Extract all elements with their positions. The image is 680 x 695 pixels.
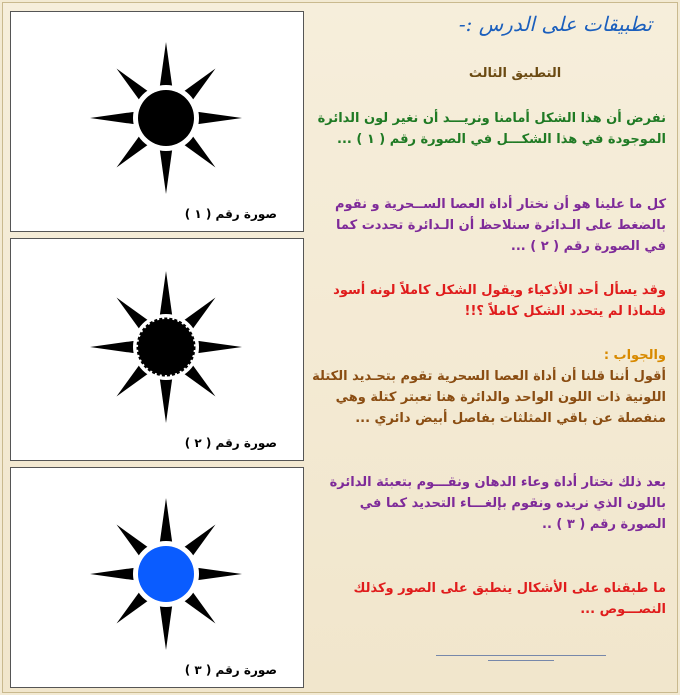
sun-ray bbox=[159, 147, 172, 194]
sun-ray bbox=[90, 567, 137, 580]
sun-shape-1 bbox=[11, 12, 303, 231]
paragraph-4: أقول أننا قلنا أن أداة العصا السحرية تقوم بتحـديد الكتلة اللونية ذات اللون الواحد والدائرة هنا تعبتر كتلة وهي منفصلة عن باقي المثلثات بفاصل أبيض دائري ... bbox=[312, 369, 666, 426]
sun-shape-2 bbox=[11, 239, 303, 460]
sun-ray bbox=[159, 498, 172, 545]
sun-shape-3 bbox=[11, 468, 303, 687]
sun-circle bbox=[138, 90, 194, 146]
sun-ray bbox=[159, 42, 172, 89]
sun-ray bbox=[90, 111, 137, 124]
sun-circle bbox=[138, 319, 194, 375]
sun-ray bbox=[159, 376, 172, 423]
sun-ray bbox=[195, 567, 242, 580]
sun-ray bbox=[159, 271, 172, 318]
figure-caption-1: صورة رقم ( ١ ) bbox=[184, 207, 277, 221]
sun-ray bbox=[159, 603, 172, 650]
application-subtitle: التطبيق الثالث bbox=[468, 66, 562, 81]
sun-circle bbox=[138, 546, 194, 602]
figure-panel-1 bbox=[10, 11, 304, 232]
figure-panel-3 bbox=[10, 467, 304, 688]
paragraph-2: كل ما علينا هو أن نختار أداة العصا الســحرية و نقوم بالضغط على الـدائرة سنلاحظ أن الـدائرة تحددت كما في الصورة رقم ( ٢ ) ... bbox=[335, 197, 666, 254]
sun-ray bbox=[90, 340, 137, 353]
paragraph-6: ما طبقناه على الأشكال ينطبق على الصور وكذلك النصـــوص ... bbox=[353, 581, 666, 617]
sun-ray bbox=[195, 340, 242, 353]
lesson-heading: تطبيقات على الدرس :- bbox=[458, 12, 652, 36]
figure-caption-2: صورة رقم ( ٢ ) bbox=[184, 436, 277, 450]
divider-line-short bbox=[488, 660, 554, 661]
figure-caption-3: صورة رقم ( ٣ ) bbox=[184, 663, 277, 677]
paragraph-3: وقد يسأل أحد الأذكياء ويقول الشكل كاملاً لونه أسود فلماذا لم يتحدد الشكل كاملاً ؟!! bbox=[333, 283, 666, 319]
answer-label: والجواب : bbox=[603, 348, 666, 363]
figure-panel-2 bbox=[10, 238, 304, 461]
paragraph-5: بعد ذلك نختار أداة وعاء الدهان ونقـــوم بتعبئة الدائرة باللون الذي نريده ونقوم بإلغـــاء التحديد كما في الصورة رقم ( ٣ ) .. bbox=[329, 475, 666, 532]
paragraph-1: نفرض أن هذا الشكل أمامنا ونريـــد أن نغير لون الدائرة الموجودة في هذا الشكـــل في الصورة رقم ( ١ ) ... bbox=[317, 111, 666, 147]
sun-ray bbox=[195, 111, 242, 124]
divider-line bbox=[436, 655, 606, 656]
